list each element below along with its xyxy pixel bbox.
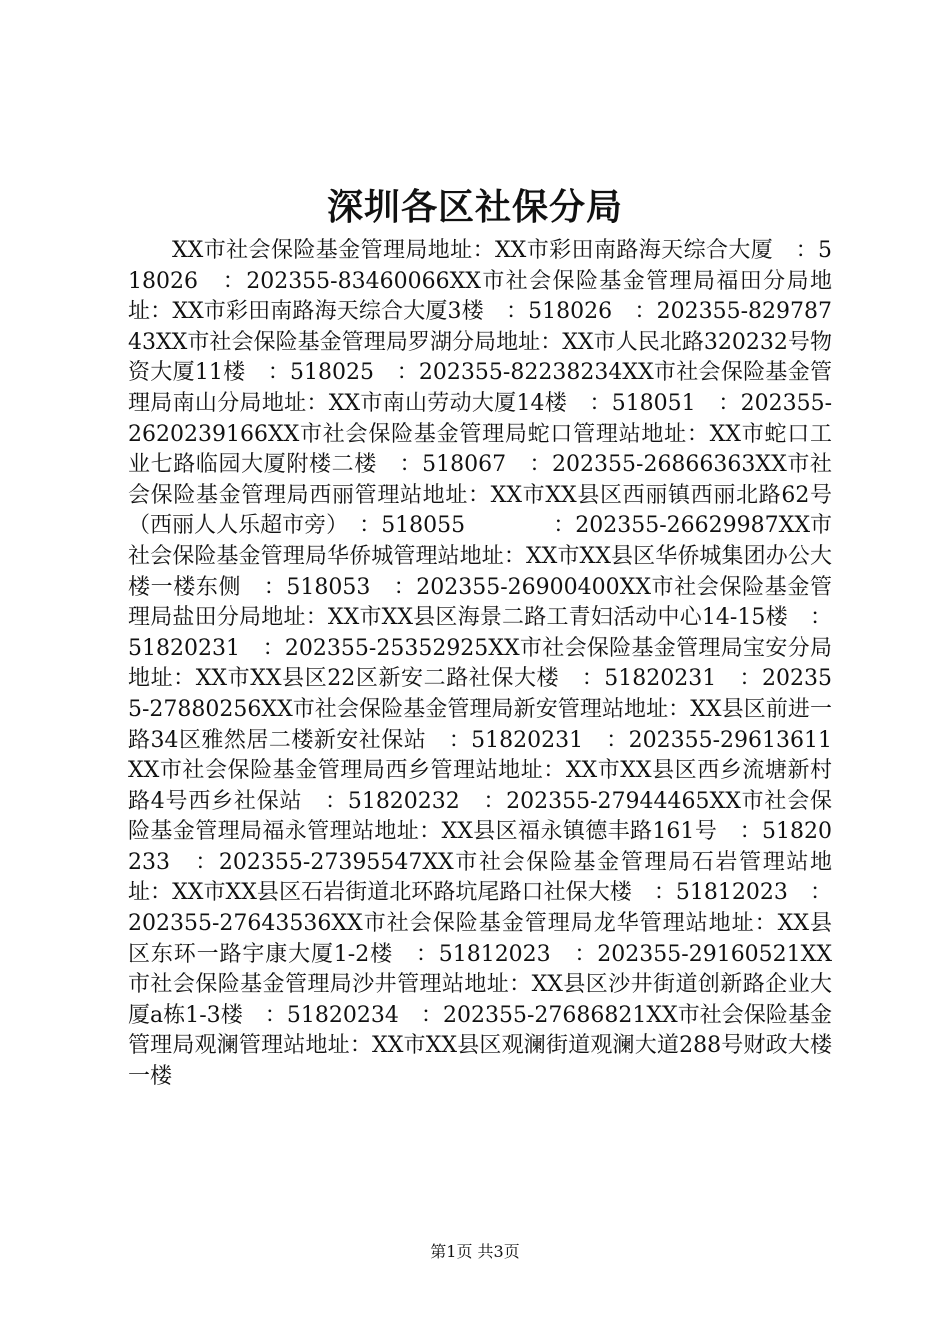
page-title: 深圳各区社保分局	[326, 186, 623, 228]
body-paragraph: XX市社会保险基金管理局地址：XX市彩田南路海天综合大厦 ：518026 ：202355-83460066XX市社会保险基金管理局福田分局地址：XX市彩田南路海天综合大厦3楼 ：518026 ：202355-82978743XX市社会保险基金管理局罗湖分局地址：XX市人民北路320232号物资大厦11楼 ：518025 ：202355-82238234XX市社会保险基金管理局南山分局地址：XX市南山劳动大厦14楼 ：518051 ：202355-2620239166XX市社会保险基金管理局蛇口管理站地址：XX市蛇口工业七路临园大厦附楼二楼 ：518067 ：202355-26866363XX市社会保险基金管理局西丽管理站地址：XX市XX县区西丽镇西丽北路62号（西丽人人乐超市旁） ：518055 ：202355-26629987XX市社会保险基金管理局华侨城管理站地址：XX市XX县区华侨城集团办公大楼一楼东侧 ：518053 ：202355-26900400XX市社会保险基金管理局盐田分局地址：XX市XX县区海景二路工青妇活动中心14-15楼 ：51820231 ：202355-25352925XX市社会保险基金管理局宝安分局地址：XX市XX县区22区新安二路社保大楼 ：51820231 ：202355-27880256XX市社会保险基金管理局新安管理站地址：XX县区前进一路34区雅然居二楼新安社保站 ：51820231 ：202355-29613611XX市社会保险基金管理局西乡管理站地址：XX市XX县区西乡流塘新村路4号西乡社保站 ：51820232 ：202355-27944465XX市社会保险基金管理局福永管理站地址：XX县区福永镇德丰路161号 ：51820233 ：202355-27395547XX市社会保险基金管理局石岩管理站地址：XX市XX县区石岩街道北环路坑尾路口社保大楼 ：51812023 ：202355-27643536XX市社会保险基金管理局龙华管理站地址：XX县区东环一路宇康大厦1-2楼 ：51812023 ：202355-29160521XX市社会保险基金管理局沙井管理站地址：XX县区沙井街道创新路企业大厦a栋1-3楼 ：51820234 ：202355-27686821XX市社会保险基金管理局观澜管理站地址：XX市XX县区观澜街道观澜大道288号财政大楼一楼	[128, 238, 832, 1090]
page-footer: 第1页 共3页	[430, 1242, 520, 1261]
